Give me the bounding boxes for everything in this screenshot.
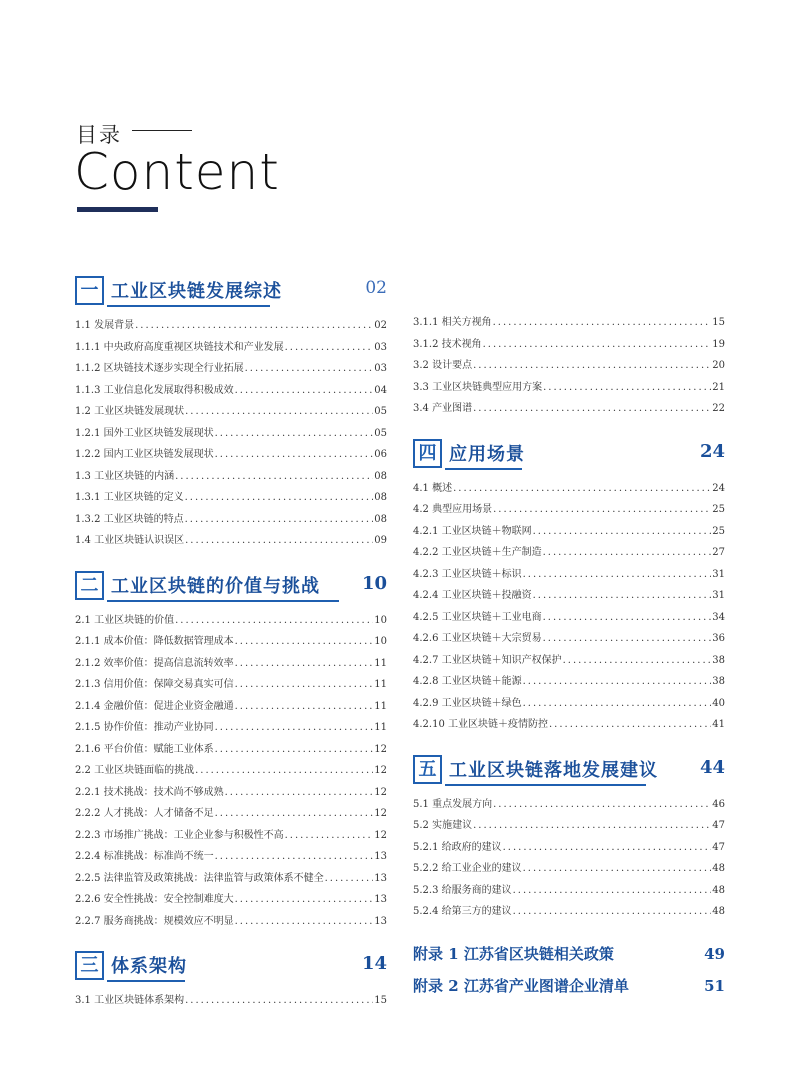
toc-entry-page: 38: [712, 676, 725, 687]
toc-entry-title: 2.1.6 平台价值：赋能工业体系: [75, 743, 214, 755]
section-heading: [413, 751, 725, 789]
toc-entry-page: 11: [374, 700, 387, 712]
section-title[interactable]: 工业区块链的价值与挑战: [111, 575, 320, 597]
toc-entry-page: 47: [712, 841, 725, 853]
toc-entry[interactable]: [413, 565, 725, 587]
toc-entry[interactable]: [75, 761, 387, 783]
toc-entry-page: 05: [374, 427, 387, 439]
toc-entry-page: 48: [712, 884, 725, 896]
toc-entry[interactable]: [413, 672, 725, 694]
toc-entry[interactable]: [75, 402, 387, 424]
toc-right-column: [413, 313, 725, 1002]
toc-entry-page: 10: [374, 614, 387, 626]
appendix-title: 附录 1 江苏省区块链相关政策: [413, 945, 614, 963]
toc-leader-dots: [235, 658, 374, 669]
toc-entry[interactable]: [75, 445, 387, 467]
toc-entry-page: 46: [712, 798, 725, 810]
section-underline: [445, 468, 522, 470]
toc-leader-dots: [473, 820, 711, 831]
toc-leader-dots: [185, 535, 373, 546]
toc-entry-page: 03: [374, 363, 387, 374]
section-number-box: 一: [75, 276, 104, 305]
toc-entry-title: 2.2.7 服务商挑战：规模效应不明显: [75, 915, 234, 927]
toc-entry-page: 41: [712, 719, 725, 730]
toc-entry-title: 2.1.5 协作价值：推动产业协同: [75, 722, 214, 733]
toc-entry[interactable]: [413, 356, 725, 378]
toc-entry-page: 05: [374, 406, 387, 417]
toc-entry-page: 31: [712, 568, 725, 580]
toc-leader-dots: [473, 403, 711, 414]
toc-entry-page: 19: [712, 338, 725, 350]
toc-leader-dots: [563, 655, 712, 666]
toc-entry[interactable]: [413, 543, 725, 565]
toc-entry-page: 13: [374, 872, 387, 884]
toc-entry[interactable]: [413, 629, 725, 651]
toc-entry-page: 22: [712, 403, 725, 414]
toc-list: [413, 795, 725, 924]
toc-leader-dots: [493, 504, 711, 515]
toc-leader-dots: [549, 719, 711, 730]
toc-leader-dots: [245, 363, 374, 374]
toc-leader-dots: [513, 885, 712, 896]
toc-leader-dots: [483, 339, 712, 350]
section-heading: [75, 272, 387, 310]
toc-entry[interactable]: [75, 826, 387, 848]
toc-entry-title: 4.2.6 工业区块链＋大宗贸易: [413, 633, 542, 644]
toc-leader-dots: [185, 492, 374, 503]
toc-entry-title: 2.2.2 人才挑战：人才储备不足: [75, 808, 214, 819]
toc-leader-dots: [533, 590, 712, 601]
toc-entry-title: 2.1.2 效率价值：提高信息流转效率: [75, 657, 234, 669]
toc-entry[interactable]: [413, 313, 725, 335]
toc-leader-dots: [473, 360, 711, 371]
toc-entry-title: 1.1.3 工业信息化发展取得积极成效: [75, 384, 234, 396]
toc-entry[interactable]: [75, 488, 387, 510]
toc-leader-dots: [225, 787, 374, 798]
toc-entry[interactable]: [413, 399, 725, 421]
toc-entry-page: 10: [374, 636, 387, 647]
toc-entry-title: 1.3.2 工业区块链的特点: [75, 513, 184, 525]
toc-entry-page: 12: [374, 808, 387, 819]
appendix-title: 附录 2 江苏省产业图谱企业清单: [413, 977, 629, 995]
toc-entry-title: 2.1.3 信用价值：保障交易真实可信: [75, 679, 234, 690]
toc-entry[interactable]: [413, 586, 725, 608]
toc-entry[interactable]: [75, 783, 387, 805]
toc-entry[interactable]: [413, 715, 725, 737]
toc-entry-page: 11: [374, 679, 387, 690]
toc-entry-title: 2.2.6 安全性挑战：安全控制难度大: [75, 894, 234, 905]
toc-entry-page: 08: [374, 470, 387, 482]
toc-leader-dots: [543, 633, 712, 644]
appendix-page: 51: [704, 976, 725, 995]
toc-entry-title: 2.1 工业区块链的价值: [75, 614, 175, 626]
toc-entry-page: 31: [712, 590, 725, 601]
toc-leader-dots: [215, 428, 374, 439]
toc-leader-dots: [195, 765, 373, 776]
toc-entry-title: 2.1.1 成本价值：降低数据管理成本: [75, 636, 234, 647]
toc-entry[interactable]: [413, 902, 725, 924]
toc-entry[interactable]: [75, 991, 387, 1013]
toc-leader-dots: [235, 385, 374, 396]
toc-entry-title: 4.2.1 工业区块链＋物联网: [413, 525, 532, 537]
page-title: Content: [74, 143, 280, 201]
toc-entry[interactable]: [75, 847, 387, 869]
toc-entry-page: 34: [712, 611, 725, 623]
toc-entry[interactable]: [413, 694, 725, 716]
toc-entry-title: 4.2.7 工业区块链＋知识产权保护: [413, 654, 562, 666]
toc-entry-page: 09: [374, 535, 387, 546]
toc-entry[interactable]: [413, 500, 725, 522]
toc-entry[interactable]: [413, 859, 725, 881]
toc-entry-title: 4.2.8 工业区块链＋能源: [413, 676, 522, 687]
toc-entry[interactable]: [75, 697, 387, 719]
toc-entry-page: 15: [374, 995, 387, 1006]
toc-entry-page: 04: [374, 384, 387, 396]
section-page: 14: [361, 953, 387, 974]
toc-entry-title: 2.2 工业区块链面临的挑战: [75, 765, 195, 776]
toc-entry[interactable]: [75, 912, 387, 934]
toc-entry[interactable]: [413, 816, 725, 838]
toc-entry-title: 4.2.5 工业区块链＋工业电商: [413, 611, 542, 623]
appendix-page: 49: [704, 944, 725, 963]
toc-entry-page: 11: [374, 657, 387, 669]
toc-entry[interactable]: [75, 338, 387, 360]
section-number-box: 四: [413, 439, 442, 468]
toc-entry-page: 12: [374, 743, 387, 755]
toc-entry-title: 4.2.9 工业区块链＋绿色: [413, 697, 522, 709]
toc-entry-page: 27: [712, 547, 725, 558]
toc-leader-dots: [523, 863, 712, 874]
toc-leader-dots: [235, 679, 374, 690]
toc-entry-page: 12: [374, 765, 387, 776]
toc-entry[interactable]: [413, 881, 725, 903]
toc-entry-title: 4.2 典型应用场景: [413, 504, 493, 515]
section-title[interactable]: 工业区块链发展综述: [111, 281, 282, 302]
toc-leader-dots: [175, 615, 373, 626]
toc-entry-page: 25: [712, 504, 725, 515]
toc-entry-page: 12: [374, 829, 387, 841]
toc-entry-title: 1.1.1 中央政府高度重视区块链技术和产业发展: [75, 341, 284, 353]
toc-entry[interactable]: [75, 804, 387, 826]
toc-leader-dots: [235, 636, 374, 647]
section-number-box: 二: [75, 571, 104, 600]
toc-entry-title: 1.3 工业区块链的内涵: [75, 470, 175, 482]
toc-entry[interactable]: [75, 531, 387, 553]
title-accent-bar: [77, 207, 158, 212]
section-heading: [75, 567, 387, 605]
toc-leader-dots: [453, 483, 711, 494]
toc-leader-dots: [543, 612, 712, 623]
toc-list: [413, 313, 725, 421]
toc-entry-title: 5.1 重点发展方向: [413, 798, 493, 810]
toc-entry-page: 40: [712, 697, 725, 709]
toc-entry-title: 2.1.4 金融价值：促进企业资金融通: [75, 700, 234, 712]
toc-entry[interactable]: [413, 479, 725, 501]
toc-entry-title: 3.4 产业图谱: [413, 403, 473, 414]
toc-entry-page: 24: [712, 482, 725, 494]
toc-entry-page: 38: [712, 654, 725, 666]
toc-entry-title: 1.4 工业区块链认识误区: [75, 535, 185, 546]
toc-entry-page: 02: [374, 320, 387, 331]
toc-entry-page: 36: [712, 633, 725, 644]
toc-entry[interactable]: [75, 381, 387, 403]
toc-entry[interactable]: [75, 510, 387, 532]
toc-entry[interactable]: [75, 424, 387, 446]
toc-entry-page: 13: [374, 894, 387, 905]
toc-entry-page: 06: [374, 449, 387, 460]
toc-leader-dots: [523, 676, 712, 687]
toc-leader-dots: [325, 873, 374, 884]
toc-leader-dots: [175, 471, 373, 482]
toc-entry-title: 2.2.3 市场推广挑战：工业企业参与积极性不高: [75, 829, 284, 841]
toc-leader-dots: [235, 701, 374, 712]
section-page: 24: [699, 440, 725, 462]
toc-leader-dots: [543, 382, 711, 393]
toc-leader-dots: [235, 894, 374, 905]
section-page: 02: [365, 278, 387, 298]
toc-entry[interactable]: [75, 632, 387, 654]
toc-leader-dots: [185, 406, 373, 417]
toc-entry[interactable]: [75, 359, 387, 381]
toc-entry-title: 3.2 设计要点: [413, 360, 473, 371]
toc-leader-dots: [235, 916, 374, 927]
toc-entry-title: 5.2.4 给第三方的建议: [413, 906, 512, 917]
toc-small-title: 目录: [76, 123, 122, 147]
toc-leader-dots: [523, 698, 712, 709]
section-underline: [107, 600, 339, 602]
toc-entry-page: 03: [374, 341, 387, 353]
toc-leader-dots: [285, 830, 374, 841]
section-underline: [107, 305, 270, 307]
section-underline: [445, 784, 646, 786]
toc-entry[interactable]: [413, 838, 725, 860]
toc-list: [413, 479, 725, 737]
toc-entry-title: 4.2.3 工业区块链＋标识: [413, 568, 522, 580]
toc-entry-title: 5.2.2 给工业企业的建议: [413, 863, 522, 874]
toc-entry[interactable]: [75, 718, 387, 740]
toc-entry-title: 3.1 工业区块链体系架构: [75, 995, 185, 1006]
toc-entry-title: 1.2.1 国外工业区块链发展现状: [75, 427, 214, 439]
toc-leader-dots: [215, 851, 374, 862]
section-title[interactable]: 工业区块链落地发展建议: [449, 759, 658, 781]
toc-list: [75, 991, 387, 1013]
toc-entry-page: 48: [712, 863, 725, 874]
toc-entry-title: 3.1.1 相关方视角: [413, 317, 492, 328]
toc-entry-page: 12: [374, 786, 387, 798]
appendix-list: [413, 938, 725, 1002]
toc-entry[interactable]: [75, 675, 387, 697]
toc-entry[interactable]: [75, 611, 387, 633]
toc-leader-dots: [215, 449, 374, 460]
toc-leader-dots: [285, 342, 374, 353]
toc-entry[interactable]: [413, 378, 725, 400]
toc-entry[interactable]: [75, 890, 387, 912]
toc-entry[interactable]: [413, 522, 725, 544]
toc-entry-page: 08: [374, 492, 387, 503]
toc-entry-title: 3.3 工业区块链典型应用方案: [413, 381, 543, 393]
toc-entry[interactable]: [413, 335, 725, 357]
toc-entry-page: 15: [712, 317, 725, 328]
section-title[interactable]: 应用场景: [449, 443, 525, 465]
section-title[interactable]: 体系架构: [111, 956, 187, 977]
toc-entry[interactable]: [75, 740, 387, 762]
toc-entry-title: 2.2.5 法律监管及政策挑战：法律监管与政策体系不健全: [75, 872, 324, 884]
toc-entry-title: 5.2.1 给政府的建议: [413, 841, 502, 853]
section-page: 44: [699, 756, 725, 778]
toc-leader-dots: [215, 744, 374, 755]
section-underline: [107, 980, 185, 982]
toc-entry-title: 2.2.4 标准挑战：标准尚不统一: [75, 851, 214, 862]
appendix-entry[interactable]: [413, 970, 725, 1002]
toc-leader-dots: [215, 808, 374, 819]
toc-entry-page: 08: [374, 513, 387, 525]
toc-leader-dots: [135, 320, 373, 331]
toc-entry-title: 4.2.2 工业区块链＋生产制造: [413, 547, 542, 558]
title-rule: [132, 130, 192, 131]
toc-entry-title: 2.2.1 技术挑战：技术尚不够成熟: [75, 786, 224, 798]
toc-leader-dots: [215, 722, 374, 733]
toc-list: [75, 316, 387, 553]
toc-entry[interactable]: [75, 316, 387, 338]
toc-leader-dots: [543, 547, 712, 558]
toc-leader-dots: [523, 569, 712, 580]
toc-entry[interactable]: [75, 654, 387, 676]
toc-leader-dots: [503, 842, 712, 853]
toc-entry-title: 3.1.2 技术视角: [413, 338, 482, 350]
toc-entry-page: 25: [712, 525, 725, 537]
toc-entry-title: 1.2 工业区块链发展现状: [75, 406, 185, 417]
toc-entry[interactable]: [413, 608, 725, 630]
toc-entry[interactable]: [75, 869, 387, 891]
appendix-entry[interactable]: [413, 938, 725, 970]
section-heading: [413, 435, 725, 473]
toc-entry-title: 4.2.4 工业区块链＋投融资: [413, 590, 532, 601]
toc-entry-title: 1.1 发展背景: [75, 320, 135, 331]
toc-entry-page: 11: [374, 722, 387, 733]
toc-entry-title: 4.2.10 工业区块链＋疫情防控: [413, 719, 548, 730]
toc-entry-page: 13: [374, 851, 387, 862]
toc-entry-title: 1.1.2 区块链技术逐步实现全行业拓展: [75, 363, 244, 374]
toc-leader-dots: [185, 995, 373, 1006]
toc-left-column: [75, 272, 387, 1013]
toc-entry-title: 4.1 概述: [413, 482, 453, 494]
section-heading: [75, 947, 387, 985]
toc-entry-page: 21: [712, 381, 725, 393]
toc-leader-dots: [513, 906, 712, 917]
toc-entry-page: 13: [374, 915, 387, 927]
toc-entry[interactable]: [75, 467, 387, 489]
toc-leader-dots: [533, 526, 712, 537]
toc-entry[interactable]: [413, 795, 725, 817]
toc-leader-dots: [493, 799, 711, 810]
toc-entry-title: 1.2.2 国内工业区块链发展现状: [75, 449, 214, 460]
toc-list: [75, 611, 387, 934]
section-number-box: 三: [75, 951, 104, 980]
section-number-box: 五: [413, 755, 442, 784]
toc-entry[interactable]: [413, 651, 725, 673]
toc-entry-page: 48: [712, 906, 725, 917]
toc-leader-dots: [185, 514, 374, 525]
section-page: 10: [361, 572, 387, 594]
toc-entry-title: 5.2 实施建议: [413, 820, 473, 831]
toc-entry-page: 20: [712, 360, 725, 371]
toc-entry-title: 5.2.3 给服务商的建议: [413, 884, 512, 896]
toc-entry-title: 1.3.1 工业区块链的定义: [75, 492, 184, 503]
toc-leader-dots: [493, 317, 712, 328]
toc-entry-page: 47: [712, 820, 725, 831]
